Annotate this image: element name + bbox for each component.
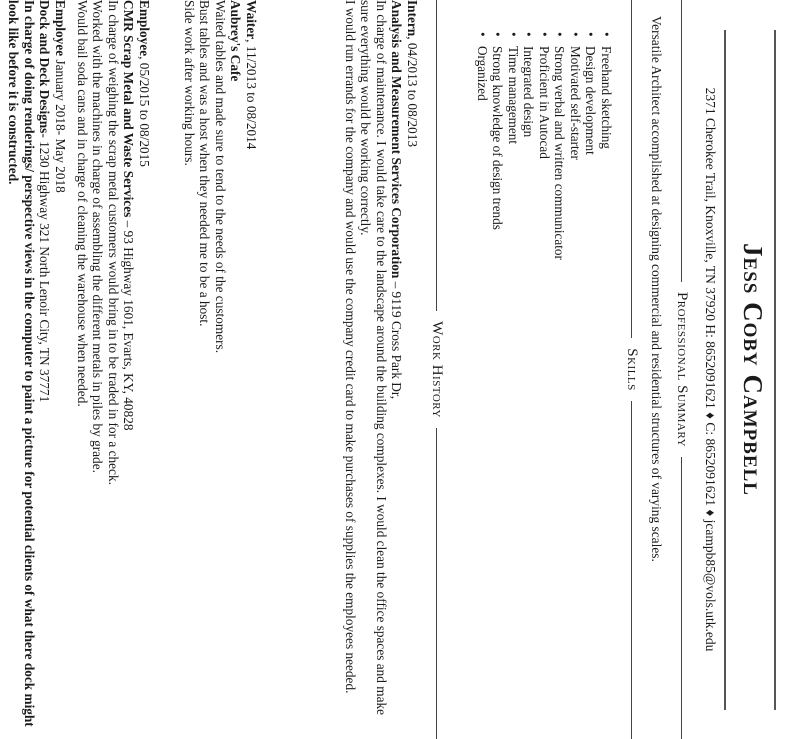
job-description: Bust tables and was a host when they needed me to be a host.: [197, 0, 213, 327]
job-description: Side work after working hours.: [181, 0, 197, 166]
job-description: In charge of weighing the scrap metal customers would bring in to be traded in for a check.: [105, 0, 121, 485]
top-rule: [774, 30, 776, 710]
job-company: Analysis and Measurement Services Corporation: [389, 0, 405, 279]
job-title-line: [52, 0, 68, 739]
divider: [436, 0, 437, 311]
job-title: Employee: [53, 0, 68, 57]
job-company-line: [37, 0, 53, 739]
job-entry: [342, 0, 420, 739]
job-dates: , 11/2013 to 08/2014: [244, 39, 259, 150]
job-company: Aubrey's Cafe: [228, 0, 244, 82]
work-section-header: [428, 0, 445, 739]
work-heading: Work History: [429, 321, 445, 418]
list-item: • Strong verbal and written communicator: [552, 28, 568, 428]
list-item: • Freehand sketching: [599, 28, 615, 428]
job-location: - 1230 Highway 321 North Lenoir City, TN 37771: [37, 133, 53, 403]
resume-name: Jess Coby Campbell: [738, 243, 768, 496]
list-item: • Motivated self-starter: [568, 28, 584, 428]
job-description: I would run errands for the company and would use the company credit card to make purchases of supplies the employees needed.: [342, 0, 358, 694]
divider: [681, 0, 682, 282]
job-entry: [6, 0, 68, 739]
job-company-line: [228, 0, 244, 739]
skills-list: [475, 28, 615, 428]
job-title: Employee: [137, 0, 152, 57]
list-item: • Proficient in Autocad: [537, 28, 553, 428]
summary-text: Versatile Architect accomplished at designing commercial and residential structures of varying scales.: [649, 16, 664, 562]
list-item: • Design development: [583, 28, 599, 428]
job-title-line: [243, 0, 259, 739]
list-item: • Strong knowledge of design trends: [490, 28, 506, 428]
job-dates: January 2018- May 2018: [53, 56, 68, 193]
divider: [436, 428, 437, 739]
job-dates: , 04/2013 to 08/2013: [405, 36, 420, 148]
contact-line: 2371 Cherokee Trail, Knoxville, TN 37920 H: 8652091621 ♦ C: 8652091621 ♦ jcampb85@vols.utk.edu: [703, 87, 718, 652]
list-item: • Organized: [475, 28, 491, 428]
job-location: – 9119 Cross Park Dr,: [389, 278, 405, 400]
name-rule: [724, 30, 726, 710]
job-title: Intern: [405, 0, 420, 37]
job-entry: [181, 0, 259, 739]
job-description: In charge of maintenance. I would take care to the landscape around the building complexes. I would clean the office spaces and make sure everything would be working correctly.: [358, 0, 389, 716]
job-description: Waited tables and made sure to tend to the needs of the customers.: [212, 0, 228, 354]
job-title: Waiter: [244, 0, 259, 40]
skills-heading: Skills: [624, 348, 640, 391]
skills-section-header: [623, 0, 640, 739]
job-location: – 93 Highway 1601, Evarts, KY, 40828: [121, 217, 137, 431]
job-company-line: [389, 0, 405, 739]
job-description: In charge of doing renderings/ perspective views in the computer to paint a picture for potential clients of what there dock might look like before it is constructed.: [6, 0, 37, 727]
job-title-line: [404, 0, 420, 739]
job-description: Would bail soda cans and in charge of cleaning the warehouse when needed.: [74, 0, 90, 407]
summary-heading: Professional Summary: [674, 291, 690, 448]
job-entry: [74, 0, 152, 739]
job-dates: , 05/2015 to 08/2015: [137, 56, 152, 167]
divider: [681, 457, 682, 739]
list-item: • Integrated design: [521, 28, 537, 428]
list-item: • Time management: [506, 28, 522, 428]
divider: [631, 0, 632, 338]
job-title-line: [136, 0, 152, 739]
job-company: CMR Scrap Metal and Waste Services: [121, 0, 137, 218]
summary-section-header: [673, 0, 690, 739]
job-company-line: [121, 0, 137, 739]
divider: [631, 401, 632, 739]
job-company: Dock and Deck Designs: [37, 0, 53, 134]
job-description: Worked with the machines in charge of assembling the different metals in piles by grade.: [90, 0, 106, 473]
